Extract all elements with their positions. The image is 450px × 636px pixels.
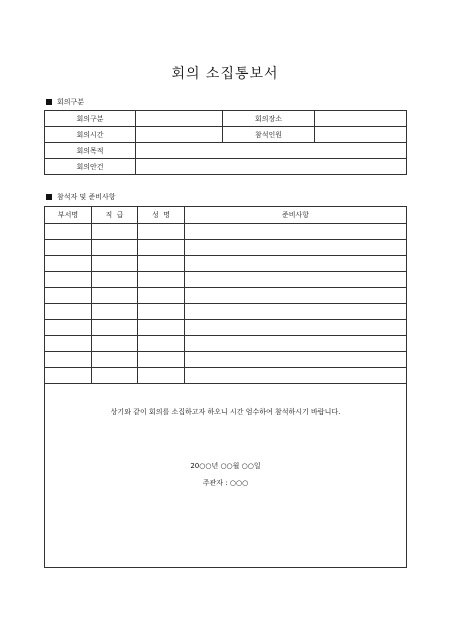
table-cell[interactable] (185, 352, 407, 368)
label-cell: 회의목적 (45, 143, 136, 159)
table-cell[interactable] (45, 368, 92, 384)
table-cell[interactable] (45, 224, 92, 240)
column-header-department: 부서명 (45, 207, 92, 224)
table-cell[interactable] (92, 224, 138, 240)
table-row (45, 111, 407, 127)
table-cell[interactable] (185, 288, 407, 304)
table-cell[interactable] (92, 336, 138, 352)
section-heading-label: 회의구분 (57, 98, 85, 106)
table-cell[interactable] (138, 288, 185, 304)
table-cell[interactable] (92, 368, 138, 384)
table-row (45, 368, 407, 384)
table-row (45, 224, 407, 240)
section-heading-meeting-info (46, 97, 84, 107)
table-row (45, 159, 407, 175)
section-heading-attendees (46, 192, 116, 202)
table-cell[interactable] (45, 304, 92, 320)
table-cell[interactable] (92, 256, 138, 272)
notice-statement: 상기와 같이 회의를 소집하고자 하오니 시간 엄수하여 참석하시기 바랍니다. (110, 408, 341, 416)
meeting-purpose-field[interactable] (136, 143, 407, 159)
table-cell[interactable] (185, 224, 407, 240)
table-cell[interactable] (138, 352, 185, 368)
table-cell[interactable] (138, 320, 185, 336)
table-row (45, 288, 407, 304)
table-cell[interactable] (185, 256, 407, 272)
section-heading-label: 참석자 및 준비사항 (57, 193, 116, 201)
table-cell[interactable] (185, 320, 407, 336)
table-cell[interactable] (138, 240, 185, 256)
table-cell[interactable] (185, 272, 407, 288)
table-cell[interactable] (138, 256, 185, 272)
table-row (45, 143, 407, 159)
table-row (45, 240, 407, 256)
table-cell[interactable] (185, 368, 407, 384)
table-cell[interactable] (45, 352, 92, 368)
table-cell[interactable] (138, 272, 185, 288)
table-cell[interactable] (92, 272, 138, 288)
table-cell[interactable] (185, 304, 407, 320)
table-row (45, 336, 407, 352)
table-cell[interactable] (45, 240, 92, 256)
table-row (45, 256, 407, 272)
table-row (45, 304, 407, 320)
meeting-agenda-field[interactable] (136, 159, 407, 175)
notice-host: 주관자 : ○○○ (202, 479, 249, 487)
table-row (45, 127, 407, 143)
table-row (45, 352, 407, 368)
page-title: 회의 소집통보서 (171, 66, 279, 82)
meeting-place-field[interactable] (315, 111, 407, 127)
label-cell: 회의시간 (45, 127, 136, 143)
table-cell[interactable] (185, 240, 407, 256)
table-cell[interactable] (185, 336, 407, 352)
attendees-table (44, 206, 407, 384)
table-cell[interactable] (45, 288, 92, 304)
table-cell[interactable] (138, 336, 185, 352)
table-cell[interactable] (92, 352, 138, 368)
table-cell[interactable] (45, 336, 92, 352)
attendee-count-field[interactable] (315, 127, 407, 143)
table-cell[interactable] (138, 368, 185, 384)
label-cell: 회의안건 (45, 159, 136, 175)
table-cell[interactable] (92, 304, 138, 320)
table-row (45, 320, 407, 336)
table-cell[interactable] (45, 256, 92, 272)
table-cell[interactable] (92, 240, 138, 256)
meeting-info-table (44, 110, 407, 175)
table-cell[interactable] (138, 304, 185, 320)
column-header-preparation: 준비사항 (185, 207, 407, 224)
column-header-name: 성 명 (138, 207, 185, 224)
square-bullet-icon (46, 99, 52, 105)
table-cell[interactable] (45, 272, 92, 288)
meeting-time-field[interactable] (136, 127, 223, 143)
table-cell[interactable] (92, 288, 138, 304)
label-cell: 회의장소 (223, 111, 315, 127)
table-cell[interactable] (138, 224, 185, 240)
square-bullet-icon (46, 194, 52, 200)
label-cell: 참석인원 (223, 127, 315, 143)
label-cell: 회의구분 (45, 111, 136, 127)
notice-date: 20○○년 ○○월 ○○일 (190, 462, 261, 470)
meeting-type-field[interactable] (136, 111, 223, 127)
table-cell[interactable] (92, 320, 138, 336)
table-cell[interactable] (45, 320, 92, 336)
table-row (45, 272, 407, 288)
table-header-row (45, 207, 407, 224)
column-header-rank: 직 급 (92, 207, 138, 224)
